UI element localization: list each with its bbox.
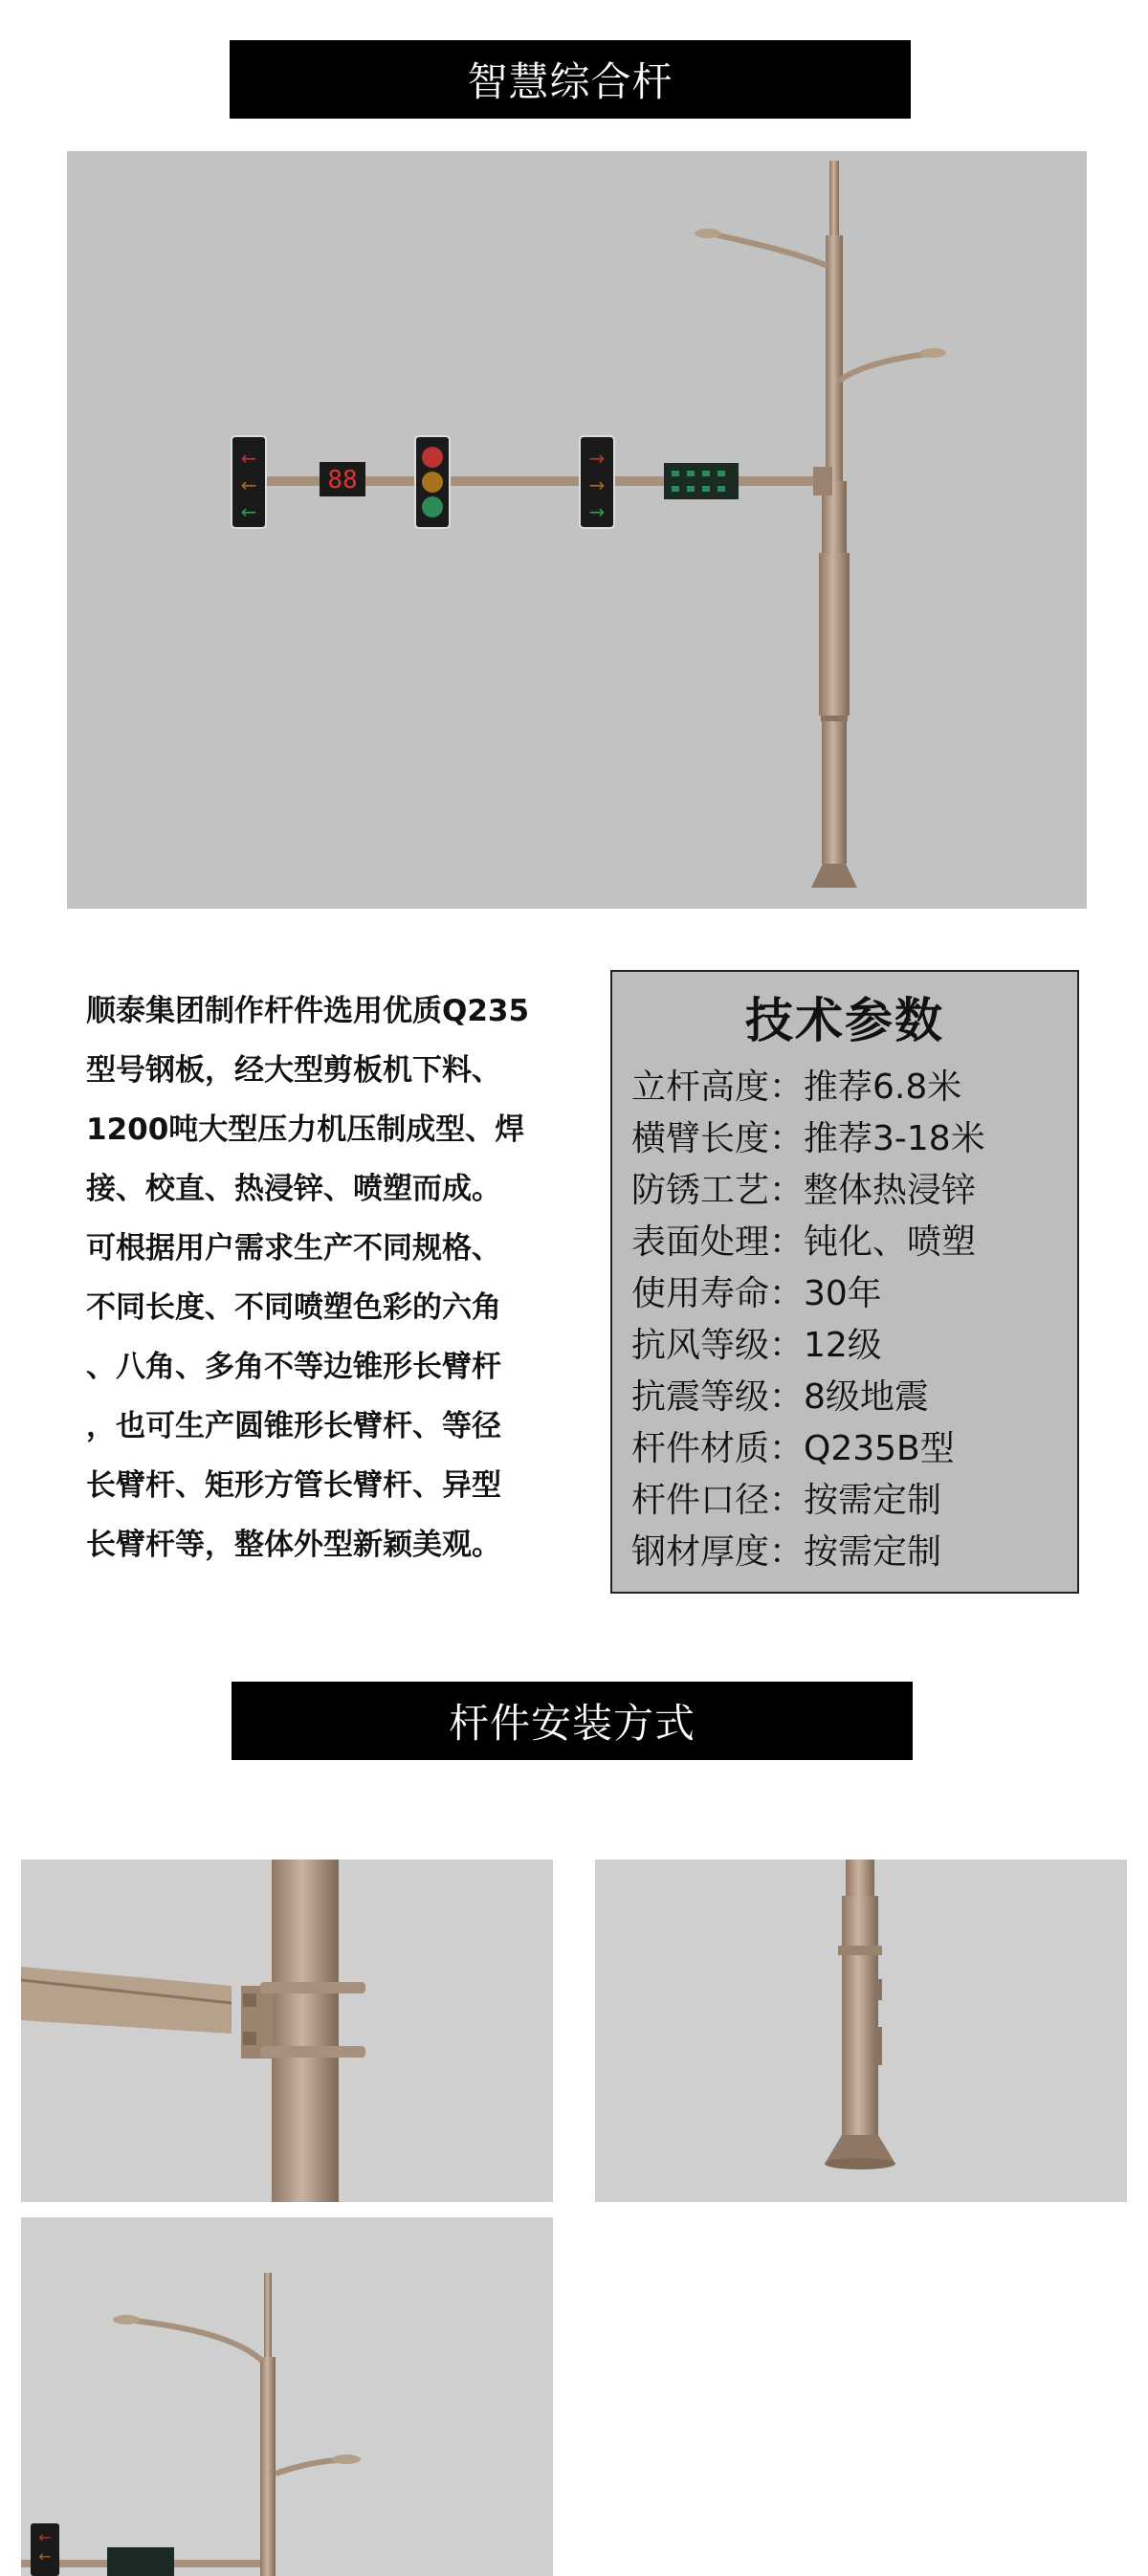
- spec-item: 横臂长度：推荐3-18米: [631, 1119, 985, 1158]
- pole-base-illustration: [595, 1860, 1127, 2202]
- svg-text:←: ←: [240, 473, 257, 496]
- pole-top-illustration: [21, 2217, 553, 2576]
- title-banner-text: 智慧综合杆: [467, 58, 673, 105]
- spec-item: 使用寿命：30年: [631, 1274, 882, 1313]
- title-banner: [230, 40, 911, 119]
- install-banner: [232, 1682, 913, 1760]
- smart-pole-illustration: [67, 151, 1087, 909]
- pole-base-detail-image: [595, 1860, 1127, 2202]
- svg-text:←: ←: [38, 2528, 52, 2546]
- tech-spec-panel: [610, 970, 1079, 1594]
- description-line: 长臂杆、矩形方管长臂杆、异型: [86, 1468, 501, 1503]
- tech-spec-list: [631, 1062, 1077, 1578]
- install-banner-text: 杆件安装方式: [448, 1700, 695, 1747]
- tech-spec-title: 技术参数: [745, 993, 944, 1048]
- svg-text:→: →: [588, 473, 606, 496]
- description-line: 接、校直、热浸锌、喷塑而成。: [86, 1172, 501, 1206]
- product-description: [86, 981, 564, 1574]
- spec-item: 杆件口径：按需定制: [631, 1481, 942, 1520]
- svg-text:←: ←: [240, 500, 257, 523]
- spec-item: 抗震等级：8级地震: [631, 1377, 929, 1417]
- svg-text:→: →: [588, 500, 606, 523]
- description-line: 不同长度、不同喷塑色彩的六角: [86, 1290, 501, 1325]
- description-line: 可根据用户需求生产不同规格、: [86, 1231, 501, 1266]
- description-line: 1200吨大型压力机压制成型、焊: [86, 1112, 525, 1147]
- countdown-digits: 88: [327, 466, 358, 495]
- spec-item: 表面处理：钝化、喷塑: [631, 1222, 977, 1262]
- arm-clamp-detail-image: [21, 1860, 553, 2202]
- svg-text:←: ←: [240, 447, 257, 470]
- spec-item: 杆件材质：Q235B型: [631, 1429, 955, 1468]
- arm-clamp-illustration: [21, 1860, 553, 2202]
- smart-pole-image: [67, 151, 1087, 909]
- spec-item: 立杆高度：推荐6.8米: [631, 1068, 962, 1107]
- pole-top-detail-image: [21, 2217, 553, 2576]
- description-line: 型号钢板，经大型剪板机下料、: [86, 1053, 501, 1088]
- svg-text:←: ←: [38, 2547, 52, 2565]
- description-line: 顺泰集团制作杆件选用优质Q235: [86, 994, 530, 1028]
- spec-item: 钢材厚度：按需定制: [631, 1532, 942, 1572]
- description-line: 、八角、多角不等边锥形长臂杆: [86, 1350, 501, 1384]
- description-line: ，也可生产圆锥形长臂杆、等径: [86, 1409, 501, 1443]
- description-line: 长臂杆等，整体外型新颖美观。: [86, 1528, 501, 1562]
- svg-text:→: →: [588, 447, 606, 470]
- spec-item: 抗风等级：12级: [631, 1326, 882, 1365]
- spec-item: 防锈工艺：整体热浸锌: [631, 1171, 977, 1210]
